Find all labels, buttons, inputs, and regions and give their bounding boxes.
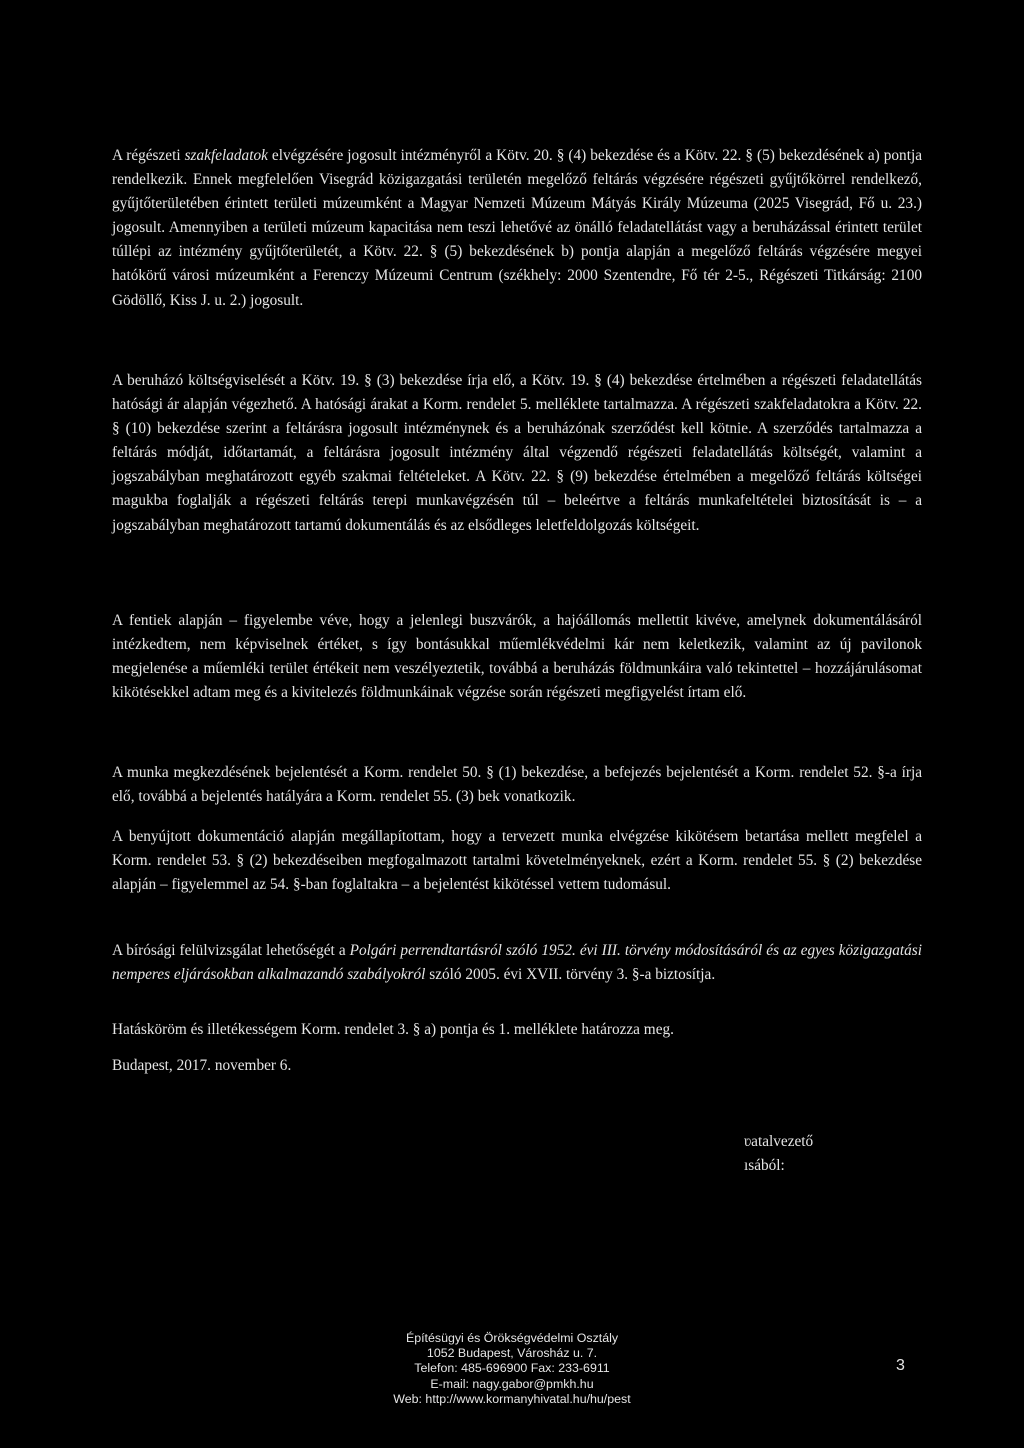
date-line: Budapest, 2017. november 6.: [112, 1057, 292, 1074]
paragraph-notification: A munka megkezdésének bejelentését a Korm. rendelet 50. § (1) bekezdése, a befejezés bejelentését a Korm. rendelet 52. §-a írja elő, továbbá a bejelentés hatályára a Korm. rendelet 55. (3) bek vonatkozik.: [112, 764, 922, 806]
paragraph-text: szóló 2005. évi XVII. törvény 3. §-a biztosítja.: [425, 966, 716, 984]
italic-law-title: Polgári perrendtartásról szóló 1952. évi III. törvény módosításáról és az egyes közigazgatási nemperes eljárásokban alkalmazandó szabályokról: [112, 942, 922, 984]
signature-line-2: ısából:: [744, 1157, 785, 1174]
paragraph-archaeological-tasks: [112, 144, 922, 313]
paragraph-judicial-review: [112, 939, 922, 987]
page-number: 3: [896, 1357, 905, 1374]
footer-phone: Telefon: 485-696900 Fax: 233-6911: [414, 1361, 610, 1376]
footer-address: 1052 Budapest, Városház u. 7.: [426, 1346, 598, 1361]
paragraph-documentation: A benyújtott dokumentáció alapján megállapítottam, hogy a tervezett munka elvégzése kikötésem betartása mellett megfelel a Korm. rendelet 53. § (2) bekezdéseiben megfogalmazott tartalmi követelményeknek, ezért a Korm. rendelet 55. § (2) bekezdése alapján – figyelemmel az 54. §-ban foglaltakra – a bejelentést kikötéssel vettem tudomásul.: [112, 828, 922, 894]
italic-term: szakfeladatok: [184, 147, 268, 164]
paragraph-text: elvégzésére jogosult intézményről a Kötv. 20. § (4) bekezdése és a Kötv. 22. § (5) bekezdésének a) pontja rendelkezik. Ennek megfelelően Visegrád közigazgatási területén megelőző feltárás végzésére régészeti gyűjtőkörrel rendelkező, gyűjtőterületében érintett területi múzeumként a Magyar Nemzeti Múzeum Mátyás Király Múzeuma (2025 Visegrád, Fő u. 23.) jogosult. Amennyiben a területi múzeum kapacitása nem teszi lehetővé az önálló feladatellátást vagy a beruházással érintett terület túllépi az intézmény gyűjtőterületét, a Kötv. 22. § (5) bekezdésének b) pontja alapján a megelőző feltárás végzésére megyei hatókörű városi múzeumként a Ferenczy Múzeumi Centrum (székhely: 2000 Szentendre, Fő tér 2-5., Régészeti Titkárság: 2100 Gödöllő, Kiss J. u. 2.) jogosult.: [112, 147, 922, 309]
paragraph-text: A régészeti: [112, 147, 185, 164]
paragraph-text: A bírósági felülvizsgálat lehetőségét a: [112, 942, 350, 959]
footer-web: Web: http://www.kormanyhivatal.hu/hu/pest: [393, 1391, 631, 1406]
page-footer: [0, 1331, 1024, 1407]
paragraph-consent: A fentiek alapján – figyelembe véve, hogy a jelenlegi buszvárók, a hajóállomás mellettit kivéve, amelynek dokumentálásáról intézkedtem, nem képviselnek értéket, s így bontásukkal műemlékvédelmi kár nem keletkezik, valamint az új pavilonok megjelenése a műemléki terület értékeit nem veszélyeztetik, továbbá a beruházás földmunkáira való tekintettel – hozzájárulásomat kikötésekkel adtam meg és a kivitelezés földmunkáinak végzése során régészeti megfigyelést írtam elő.: [112, 612, 922, 702]
signature-line-1: ʋatalvezető: [744, 1133, 814, 1150]
paragraph-competence: Hatásköröm és illetékességem Korm. rendelet 3. § a) pontja és 1. melléklete határozza meg.: [112, 1021, 674, 1038]
paragraph-cost-bearing: A beruházó költségviselését a Kötv. 19. § (3) bekezdése írja elő, a Kötv. 19. § (4) bekezdése értelmében a régészeti feladatellátás hatósági ár alapján végezhető. A hatósági árakat a Korm. rendelet 5. melléklete tartalmazza. A régészeti szakfeladatokra a Kötv. 22. § (10) bekezdése szerint a feltárásra jogosult intézménynek és a beruházónak szerződést kell kötnie. A szerződés tartalmazza a feltárás módját, időtartamát, a feltárásra jogosult intézmény által végzendő régészeti feladatellátás költségét, valamint a jogszabályban meghatározott egyéb szakmai feltételeket. A Kötv. 22. § (9) bekezdése értelmében a megelőző feltárás költségei magukba foglalják a régészeti feltárás terepi munkavégzésén túl – beleértve a feltárás munkafeltételei biztosítását is – a jogszabályban meghatározott tartamú dokumentálás és az elsődleges leletfeldolgozás költségeit.: [112, 372, 922, 534]
footer-department: Építésügyi és Örökségvédelmi Osztály: [405, 1331, 619, 1345]
footer-email: E-mail: nagy.gabor@pmkh.hu: [430, 1376, 594, 1391]
